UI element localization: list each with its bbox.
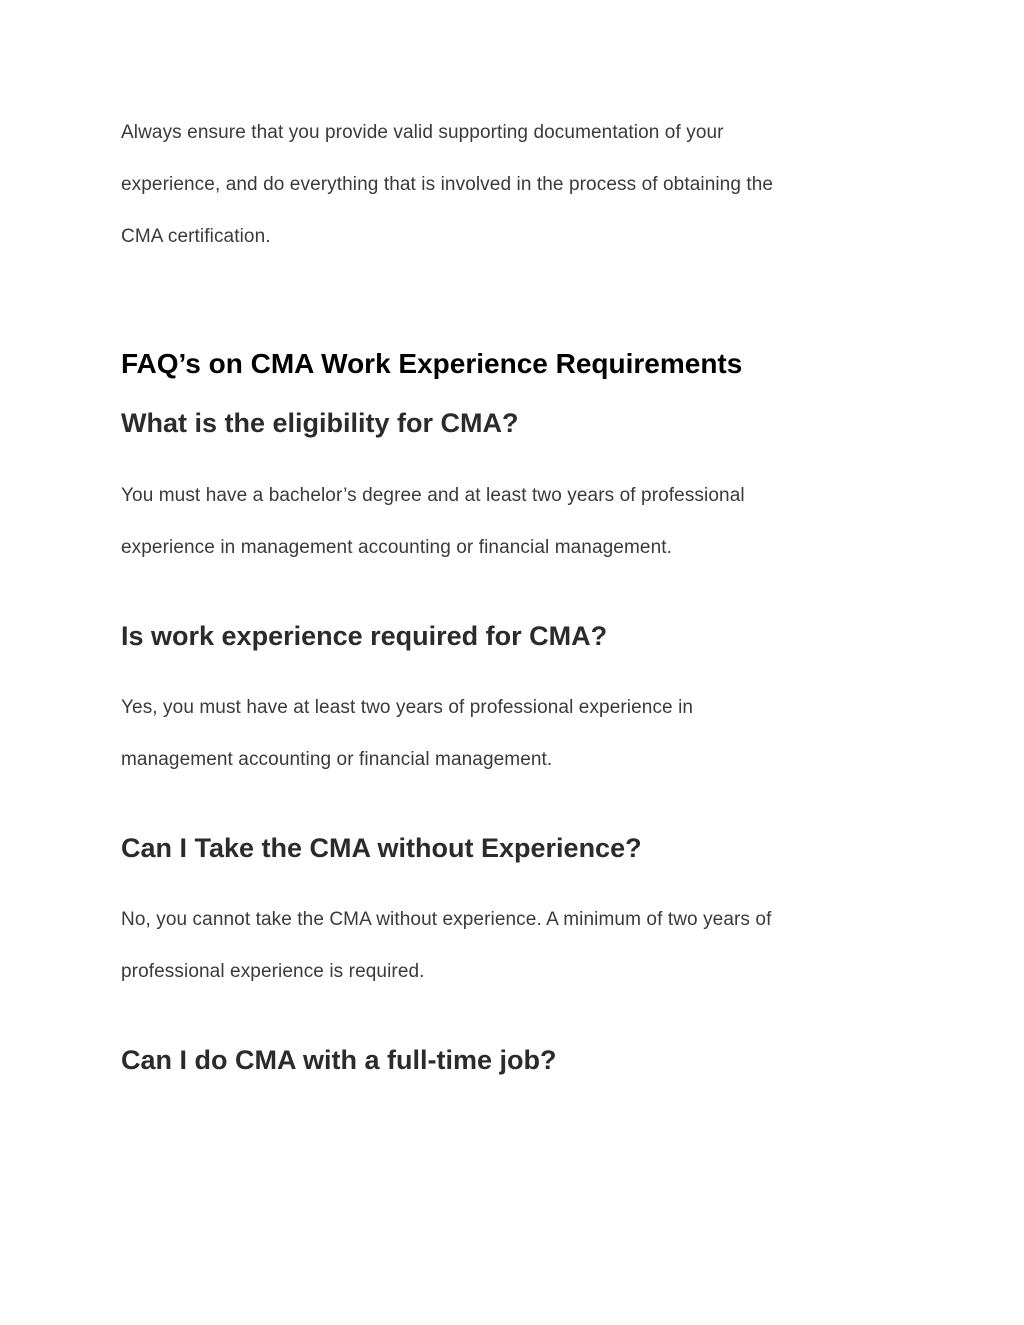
answer-line: professional experience is required.	[121, 961, 425, 982]
answer-line: Yes, you must have at least two years of professional experience in	[121, 697, 694, 718]
faq-question-without-experience: Can I Take the CMA without Experience?	[121, 833, 642, 863]
faq-section-heading: FAQ’s on CMA Work Experience Requirements	[121, 348, 743, 379]
faq-question-full-time-job: Can I do CMA with a full-time job?	[121, 1045, 557, 1075]
answer-line: You must have a bachelor’s degree and at least two years of professional	[121, 485, 745, 506]
intro-line: CMA certification.	[121, 226, 271, 247]
answer-line: No, you cannot take the CMA without experience. A minimum of two years of	[121, 909, 772, 930]
intro-line: Always ensure that you provide valid supporting documentation of your	[121, 122, 724, 143]
faq-answer-eligibility	[121, 470, 745, 574]
faq-answer-without-experience	[121, 894, 771, 998]
intro-line: experience, and do everything that is involved in the process of obtaining the	[121, 174, 774, 195]
faq-question-work-experience: Is work experience required for CMA?	[121, 621, 608, 651]
answer-line: management accounting or financial management.	[121, 749, 553, 770]
answer-line: experience in management accounting or financial management.	[121, 537, 672, 558]
intro-paragraph	[121, 107, 773, 263]
faq-question-eligibility: What is the eligibility for CMA?	[121, 408, 519, 438]
faq-answer-work-experience	[121, 682, 693, 786]
